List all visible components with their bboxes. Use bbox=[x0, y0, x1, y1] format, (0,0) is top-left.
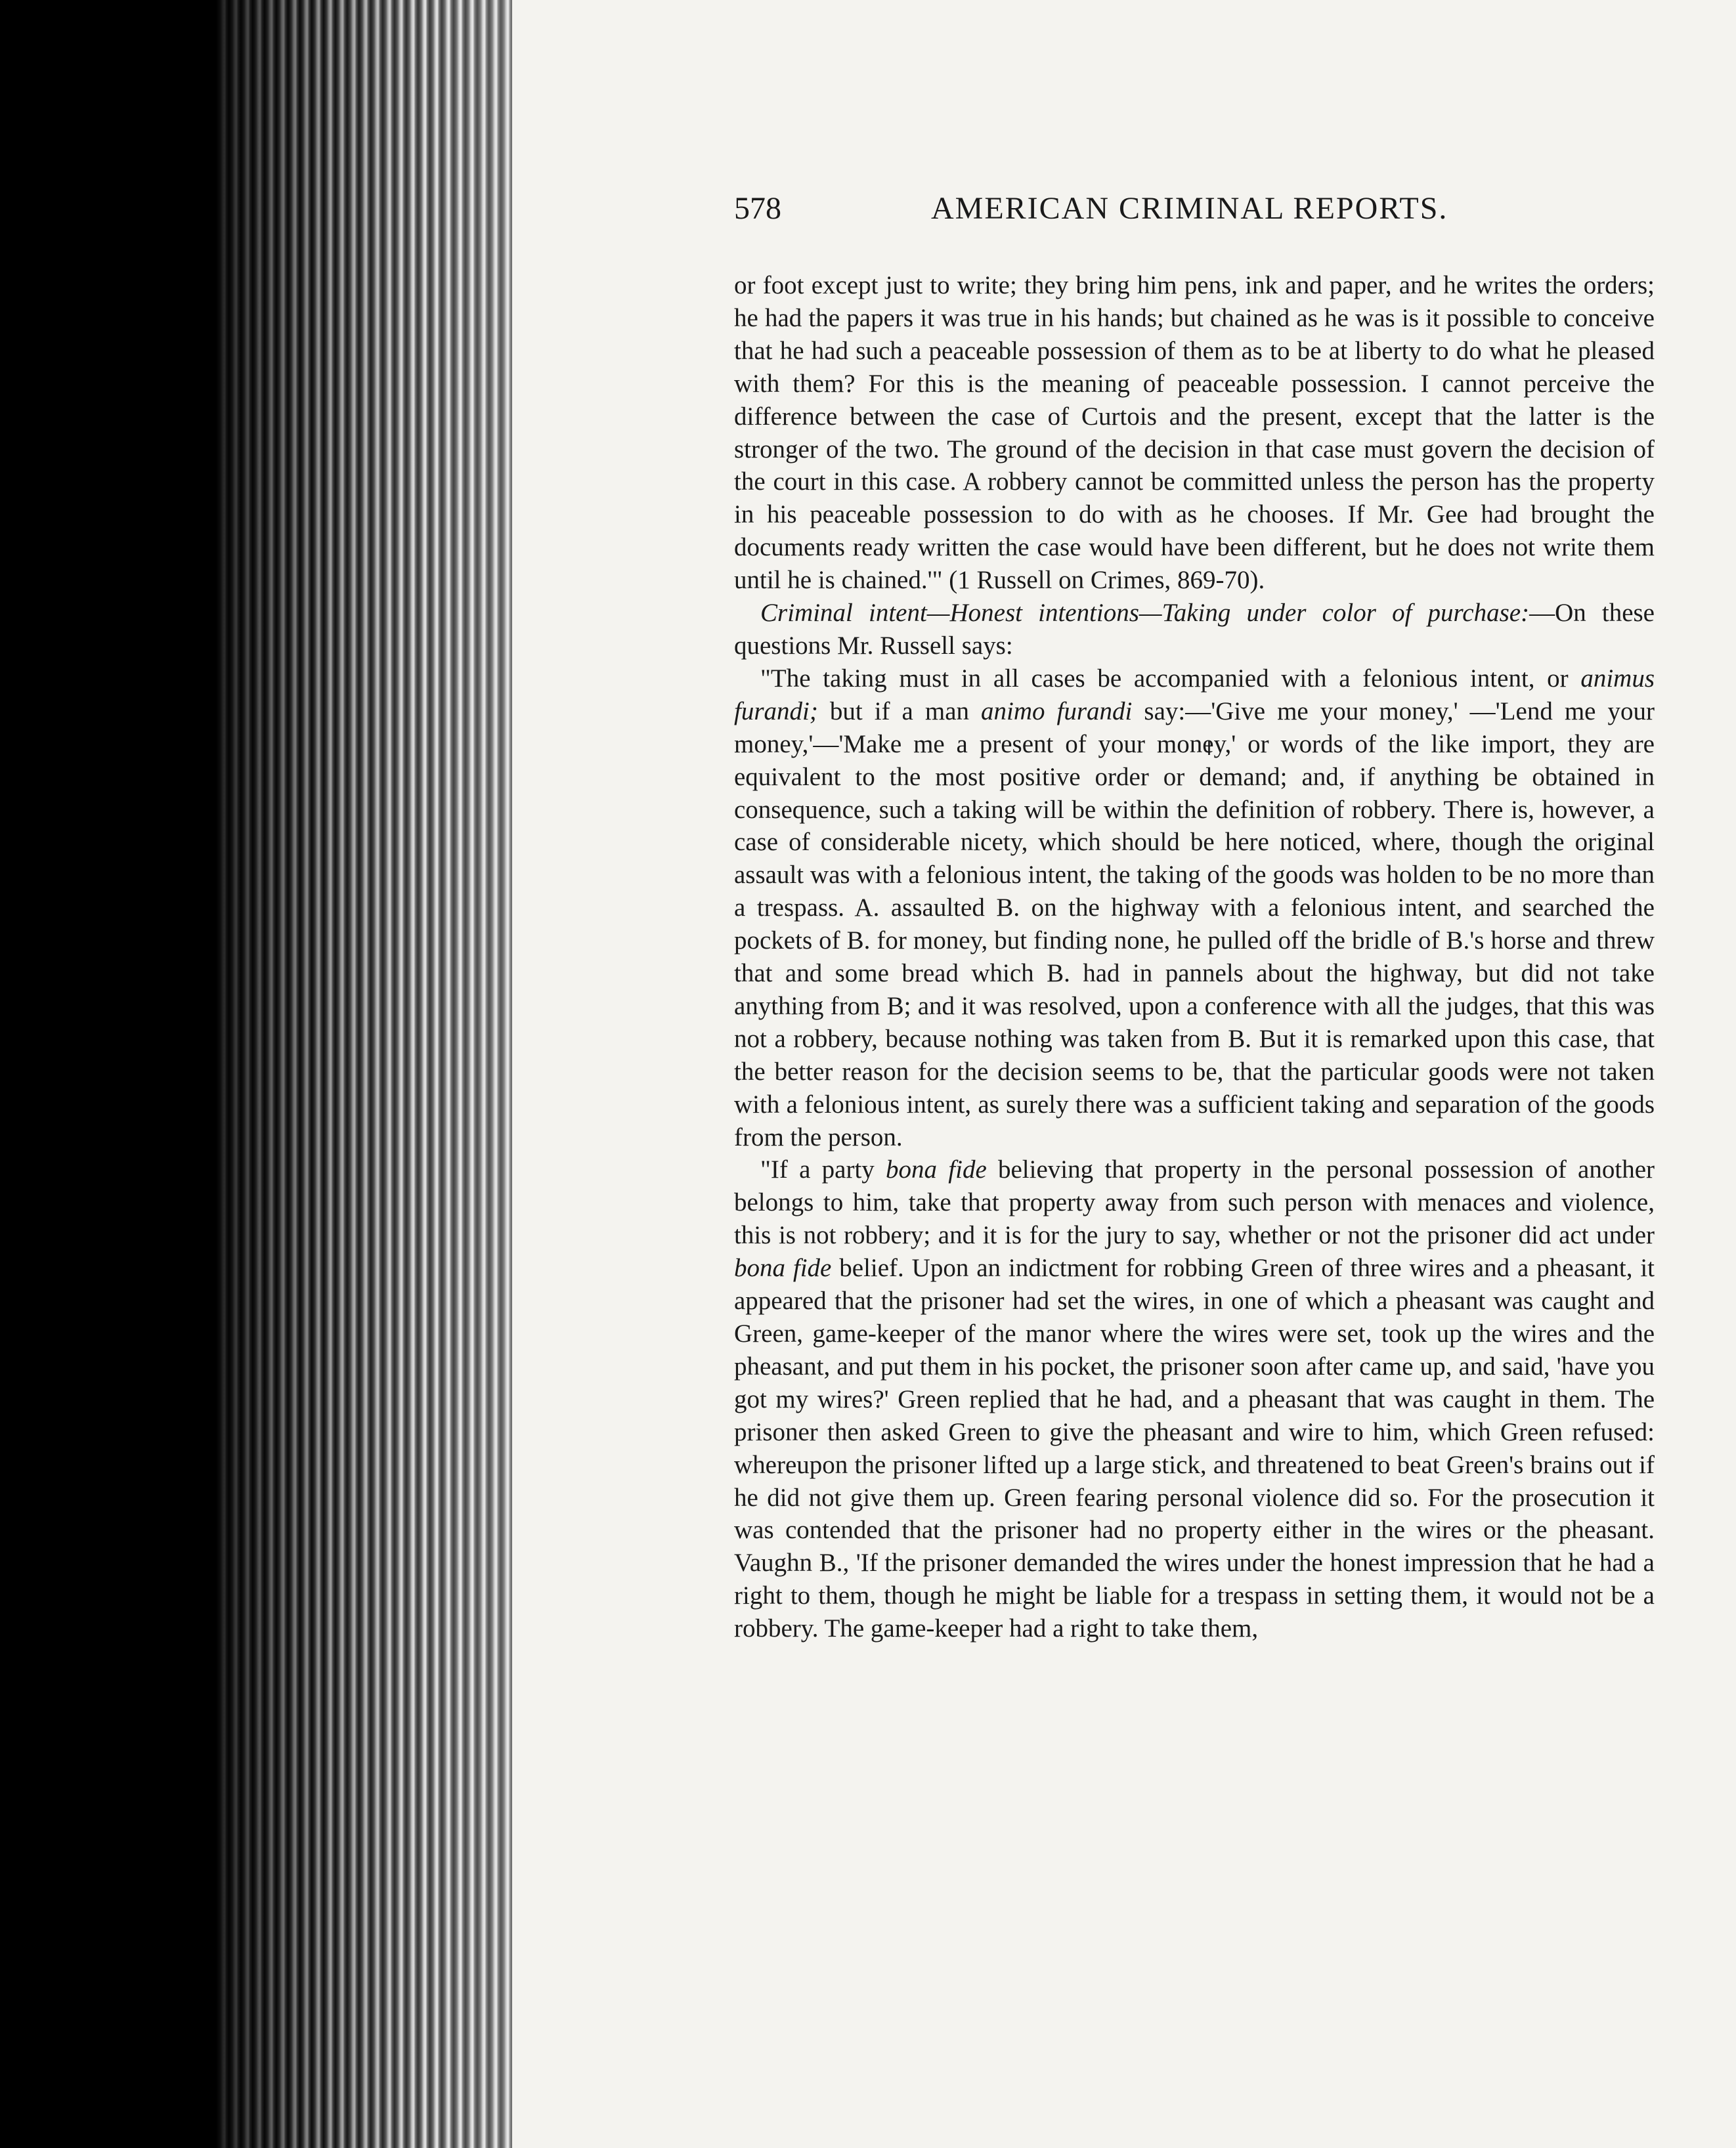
p3-text-b: but if a man bbox=[817, 697, 982, 725]
body-text bbox=[734, 269, 1655, 1645]
p4-italic-b: bona fide bbox=[734, 1254, 832, 1283]
paragraph-4 bbox=[734, 1153, 1655, 1645]
section-heading: Criminal intent—Honest intentions—Taking under color of purchase: bbox=[760, 599, 1530, 628]
running-title: AMERICAN CRIMINAL REPORTS. bbox=[931, 191, 1448, 226]
p4-text-c: belief. Upon an indictment for robbing Green of three wires and a pheasant, it appeared that the prisoner had set the wires, in one of which a pheasant was caught and Green, game-keeper of the manor where the wires were set, took up the wires and the pheasant, and put them in his pocket, the prisoner soon after came up, and said, 'have you got my wires?' Green replied that he had, and a pheasant that was caught in them. The prisoner then asked Green to give the pheasant and wire to him, which Green refused: whereupon the prisoner lifted up a large stick, and threatened to beat Green's brains out if he did not give them up. Green fearing personal violence did so. For the prosecution it was contended that the prisoner had no property either in the wires or the pheasant. Vaughn B., 'If the prisoner demanded the wires under the honest impression that he had a right to them, though he might be liable for a trespass in setting them, it would not be a robbery. The game-keeper had a right to take them, bbox=[734, 1254, 1655, 1643]
book-page-edges bbox=[217, 0, 512, 2148]
p4-text-a: "If a party bbox=[760, 1155, 886, 1184]
page-number: 578 bbox=[734, 191, 781, 226]
paragraph-1: or foot except just to write; they bring him pens, ink and paper, and he writes the orders; he had the papers it was true in his hands; but chained as he was is it possible to conceive that he had such a peaceable possession of them as to be at liberty to do what he pleased with them? For this is the meaning of peaceable possession. I cannot perceive the difference between the case of Curtois and the present, except that the latter is the stronger of the two. The ground of the decision in that case must govern the decision of the court in this case. A robbery cannot be committed unless the person has the property in his peaceable possession to do with as he chooses. If Mr. Gee had brought the documents ready written the case would have been different, but he does not write them until he is chained.'" (1 Russell on Crimes, 869-70). bbox=[734, 271, 1655, 595]
paragraph-2-text: —On these questions Mr. Russell says: bbox=[734, 599, 1655, 660]
p4-italic-a: bona fide bbox=[886, 1155, 987, 1184]
paragraph-2 bbox=[734, 597, 1655, 662]
p3-text-c: say:—'Give me your money,' —'Lend me your money,'—'Make me a present of your money,' or words of the like import, they are equivalent to the most positive order or demand; and, if anything be obtained in consequence, such a taking will be within the definition of robbery. There is, however, a case of considerable nicety, which should be here noticed, where, though the original assault was with a felonious intent, the taking of the goods was holden to be no more than a trespass. A. assaulted B. on the highway with a felonious intent, and searched the pockets of B. for money, but finding none, he pulled off the bridle of B.'s horse and threw that and some bread which B. had in pannels about the highway, but did not take anything from B; and it was resolved, upon a conference with all the judges, that this was not a robbery, because nothing was taken from B. But it is remarked upon this case, that the better reason for the decision seems to be, that the particular goods were not taken with a felonious intent, as surely there was a sufficient taking and separation of the goods from the person. bbox=[734, 697, 1655, 1151]
book-page bbox=[512, 0, 1736, 2148]
p4-text-b: believing that property in the personal possession of another belongs to him, take that property away from such person with menaces and violence, this is not robbery; and it is for the jury to say, whether or not the prisoner did act under bbox=[734, 1155, 1655, 1250]
paragraph-3 bbox=[734, 662, 1655, 1154]
p3-italic-b: animo furandi bbox=[981, 697, 1133, 725]
p3-italic-a: animus furandi; bbox=[734, 664, 1655, 725]
p3-text-a: "The taking must in all cases be accompanied with a felonious intent, or bbox=[760, 664, 1581, 693]
page-header bbox=[734, 190, 1736, 226]
